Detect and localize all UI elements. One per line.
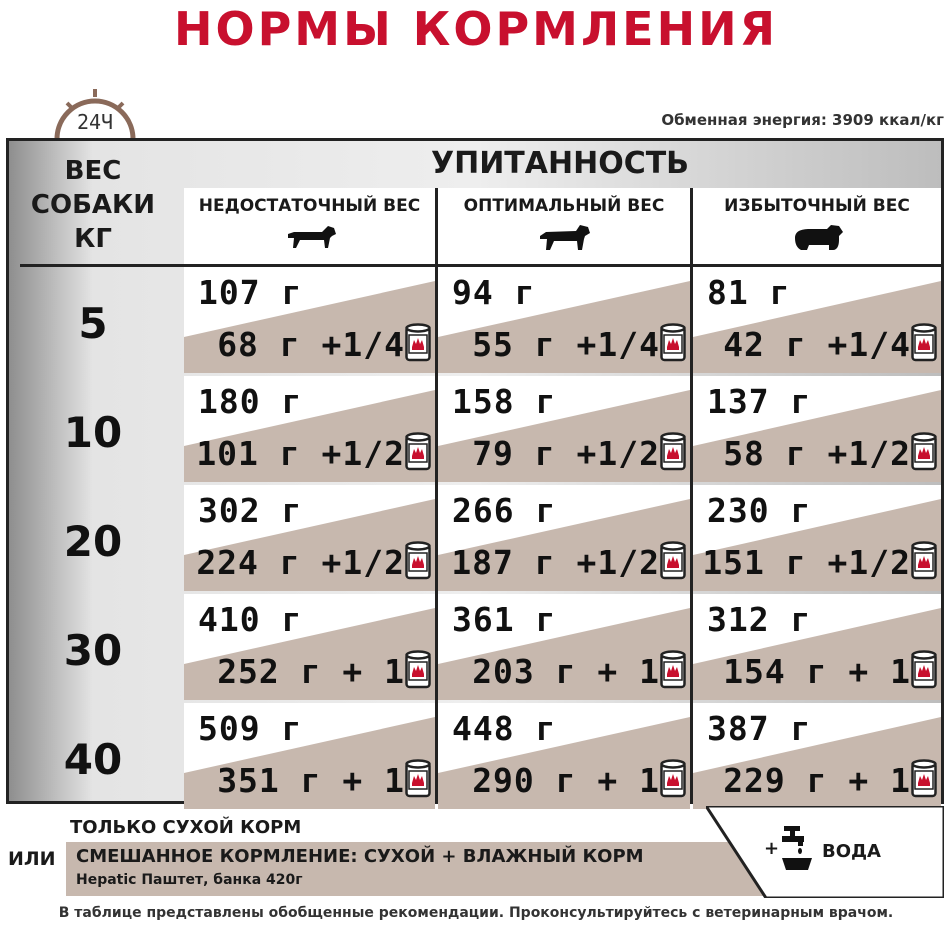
mixed-amount: 252 г + 1	[217, 652, 405, 691]
dry-only-amount: 509 г	[198, 709, 303, 748]
mixed-amount: 224 г +1/2	[196, 543, 405, 582]
row-weight: 30	[63, 626, 123, 675]
legend-mixed: СМЕШАННОЕ КОРМЛЕНИЕ: СУХОЙ + ВЛАЖНЫЙ КОРМ	[76, 846, 644, 867]
feeding-cell	[184, 267, 435, 373]
nutrition-header: УПИТАННОСТЬ	[430, 146, 690, 181]
dry-only-amount: 361 г	[452, 600, 557, 639]
mixed-amount: 229 г + 1	[723, 761, 911, 800]
feeding-cell	[438, 485, 690, 591]
mixed-amount: 55 г +1/4	[472, 325, 660, 364]
wet-food-can-icon	[405, 323, 431, 363]
column-header-overweight: ИЗБЫТОЧНЫЙ ВЕС	[693, 188, 941, 264]
dry-only-amount: 387 г	[707, 709, 812, 748]
dry-only-amount: 410 г	[198, 600, 303, 639]
water-label: ВОДА	[822, 841, 881, 862]
mixed-amount: 151 г +1/2	[702, 543, 911, 582]
can-icon-wrap	[660, 432, 686, 476]
wet-food-can-icon	[405, 432, 431, 472]
dry-only-amount: 448 г	[452, 709, 557, 748]
dry-only-amount: 107 г	[198, 273, 303, 312]
wet-food-can-icon	[911, 759, 937, 799]
can-icon-wrap	[405, 541, 431, 585]
mixed-amount: 42 г +1/4	[723, 325, 911, 364]
dry-only-amount: 180 г	[198, 382, 303, 421]
can-icon-wrap	[660, 541, 686, 585]
legend-dry-only: ТОЛЬКО СУХОЙ КОРМ	[70, 817, 302, 838]
wet-food-can-icon	[911, 650, 937, 690]
wet-food-can-icon	[660, 323, 686, 363]
feeding-cell	[693, 376, 941, 482]
wet-food-can-icon	[660, 650, 686, 690]
can-icon-wrap	[660, 759, 686, 803]
dog-silhouette-icon	[789, 224, 845, 252]
wet-food-can-icon	[911, 323, 937, 363]
feeding-cell	[693, 485, 941, 591]
can-icon-wrap	[660, 650, 686, 694]
dry-only-amount: 158 г	[452, 382, 557, 421]
metabolic-energy: Обменная энергия: 3909 ккал/кг	[661, 111, 944, 129]
wet-food-can-icon	[660, 759, 686, 799]
can-icon-wrap	[911, 759, 937, 803]
feeding-cell	[438, 703, 690, 809]
water-plus: +	[764, 838, 780, 859]
dry-only-amount: 302 г	[198, 491, 303, 530]
wet-food-can-icon	[660, 432, 686, 472]
feeding-cell	[438, 376, 690, 482]
mixed-amount: 154 г + 1	[723, 652, 911, 691]
mixed-amount: 58 г +1/2	[723, 434, 911, 473]
legend-or: ИЛИ	[8, 848, 56, 870]
dog-silhouette-icon	[536, 224, 592, 252]
mixed-amount: 203 г + 1	[472, 652, 660, 691]
mixed-amount: 290 г + 1	[472, 761, 660, 800]
dry-only-amount: 81 г	[707, 273, 791, 312]
dry-only-amount: 94 г	[452, 273, 536, 312]
wet-food-can-icon	[405, 759, 431, 799]
can-icon-wrap	[660, 323, 686, 367]
row-weight: 20	[63, 517, 123, 566]
feeding-cell	[693, 267, 941, 373]
can-icon-wrap	[911, 432, 937, 476]
dry-only-amount: 312 г	[707, 600, 812, 639]
dry-only-amount: 230 г	[707, 491, 812, 530]
column-header-optimal: ОПТИМАЛЬНЫЙ ВЕС	[438, 188, 690, 264]
mixed-amount: 79 г +1/2	[472, 434, 660, 473]
wet-food-can-icon	[660, 541, 686, 581]
mixed-amount: 187 г +1/2	[451, 543, 660, 582]
weight-column-header: ВЕС СОБАКИ КГ	[30, 156, 156, 254]
row-weight: 10	[63, 408, 123, 457]
legend-mixed-sub: Hepatic Паштет, банка 420г	[76, 872, 303, 888]
clock-label: 24Ч	[76, 110, 114, 134]
row-weight: 40	[63, 735, 123, 784]
feeding-cell	[438, 267, 690, 373]
can-icon-wrap	[405, 650, 431, 694]
feeding-cell	[184, 376, 435, 482]
can-icon-wrap	[911, 650, 937, 694]
row-weight: 5	[78, 299, 108, 348]
dog-silhouette-icon	[282, 224, 338, 252]
dry-only-amount: 266 г	[452, 491, 557, 530]
mixed-amount: 101 г +1/2	[196, 434, 405, 473]
can-icon-wrap	[405, 759, 431, 803]
can-icon-wrap	[405, 432, 431, 476]
footnote: В таблице представлены обобщенные рекомендации. Проконсультируйтесь с ветеринарным врачом.	[58, 905, 894, 921]
mixed-amount: 68 г +1/4	[217, 325, 405, 364]
wet-food-can-icon	[911, 432, 937, 472]
can-icon-wrap	[405, 323, 431, 367]
wet-food-can-icon	[405, 541, 431, 581]
can-icon-wrap	[911, 541, 937, 585]
column-header-underweight: НЕДОСТАТОЧНЫЙ ВЕС	[184, 188, 435, 264]
feeding-cell	[184, 703, 435, 809]
feeding-cell	[693, 594, 941, 700]
wet-food-can-icon	[405, 650, 431, 690]
wet-food-can-icon	[911, 541, 937, 581]
feeding-cell	[184, 485, 435, 591]
feeding-cell	[184, 594, 435, 700]
feeding-cell	[438, 594, 690, 700]
can-icon-wrap	[911, 323, 937, 367]
feeding-cell	[693, 703, 941, 809]
water-tap-bowl-icon	[778, 824, 814, 874]
mixed-amount: 351 г + 1	[217, 761, 405, 800]
page-title: НОРМЫ КОРМЛЕНИЯ	[173, 2, 778, 56]
dry-only-amount: 137 г	[707, 382, 812, 421]
